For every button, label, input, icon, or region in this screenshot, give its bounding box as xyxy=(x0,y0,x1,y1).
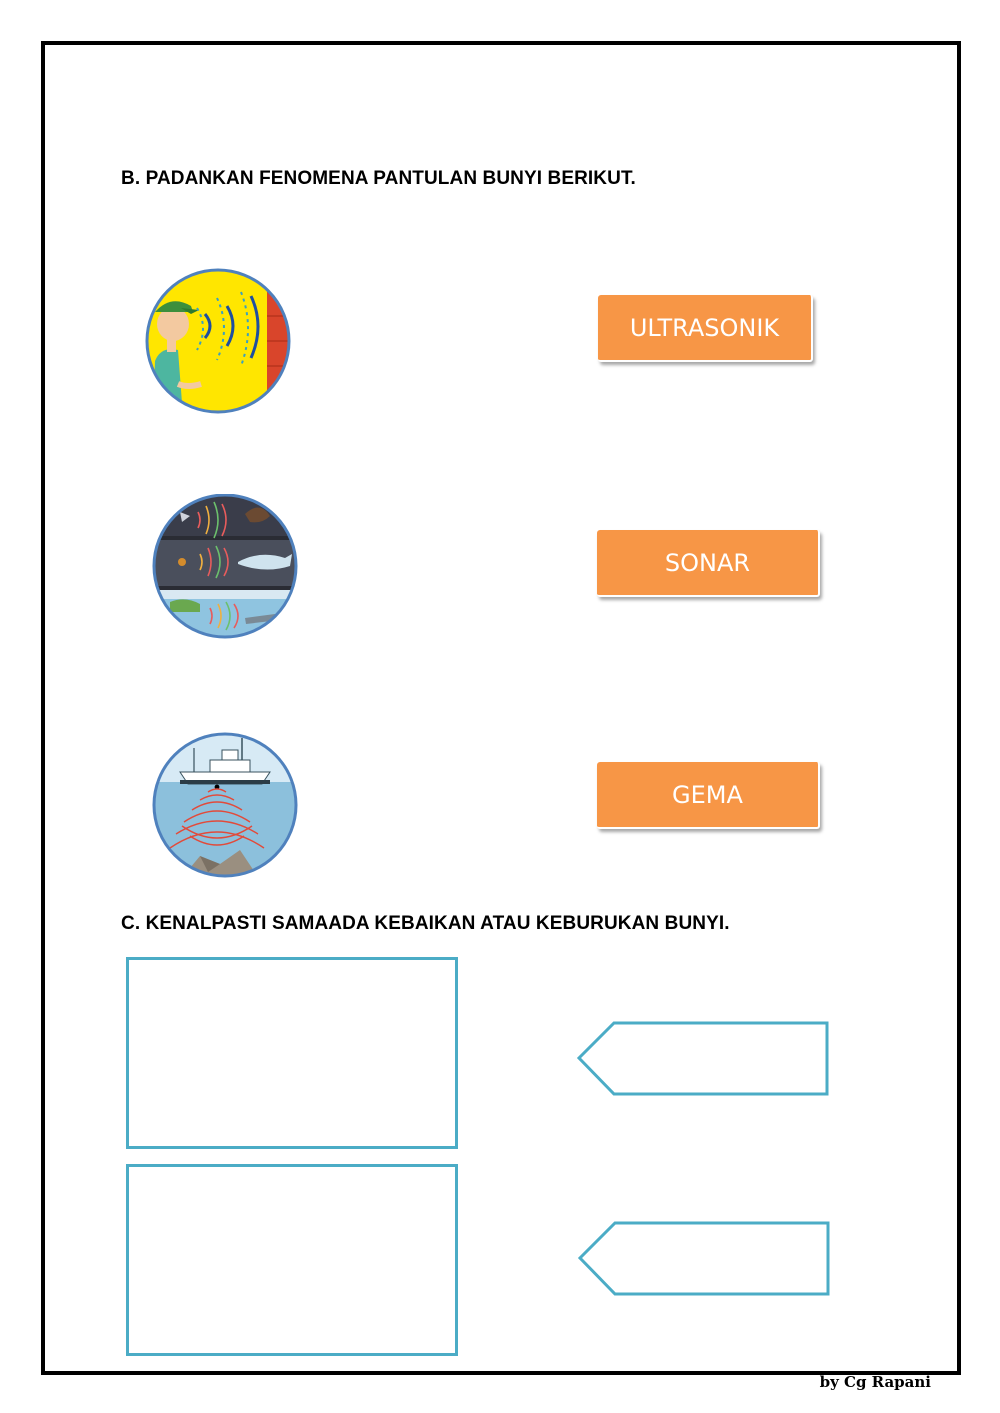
answer-tag-1[interactable] xyxy=(576,1020,832,1098)
drop-box-1[interactable] xyxy=(126,957,458,1149)
drop-box-2[interactable] xyxy=(126,1164,458,1356)
label-ultrasonik-button[interactable]: ULTRASONIK xyxy=(598,295,813,362)
label-gema-button[interactable]: GEMA xyxy=(597,762,820,829)
label-sonar-button[interactable]: SONAR xyxy=(597,530,820,597)
bat-dolphin-echolocation-icon[interactable] xyxy=(150,494,300,644)
boy-shouting-echo-wall-icon[interactable] xyxy=(143,266,293,416)
ship-sonar-seabed-icon[interactable] xyxy=(150,730,300,880)
section-c-heading: C. KENALPASTI SAMAADA KEBAIKAN ATAU KEBURUKAN BUNYI. xyxy=(121,913,730,934)
author-credit: by Cg Rapani xyxy=(819,1373,931,1391)
answer-tag-2[interactable] xyxy=(577,1220,833,1298)
section-b-heading: B. PADANKAN FENOMENA PANTULAN BUNYI BERIKUT. xyxy=(121,168,636,189)
